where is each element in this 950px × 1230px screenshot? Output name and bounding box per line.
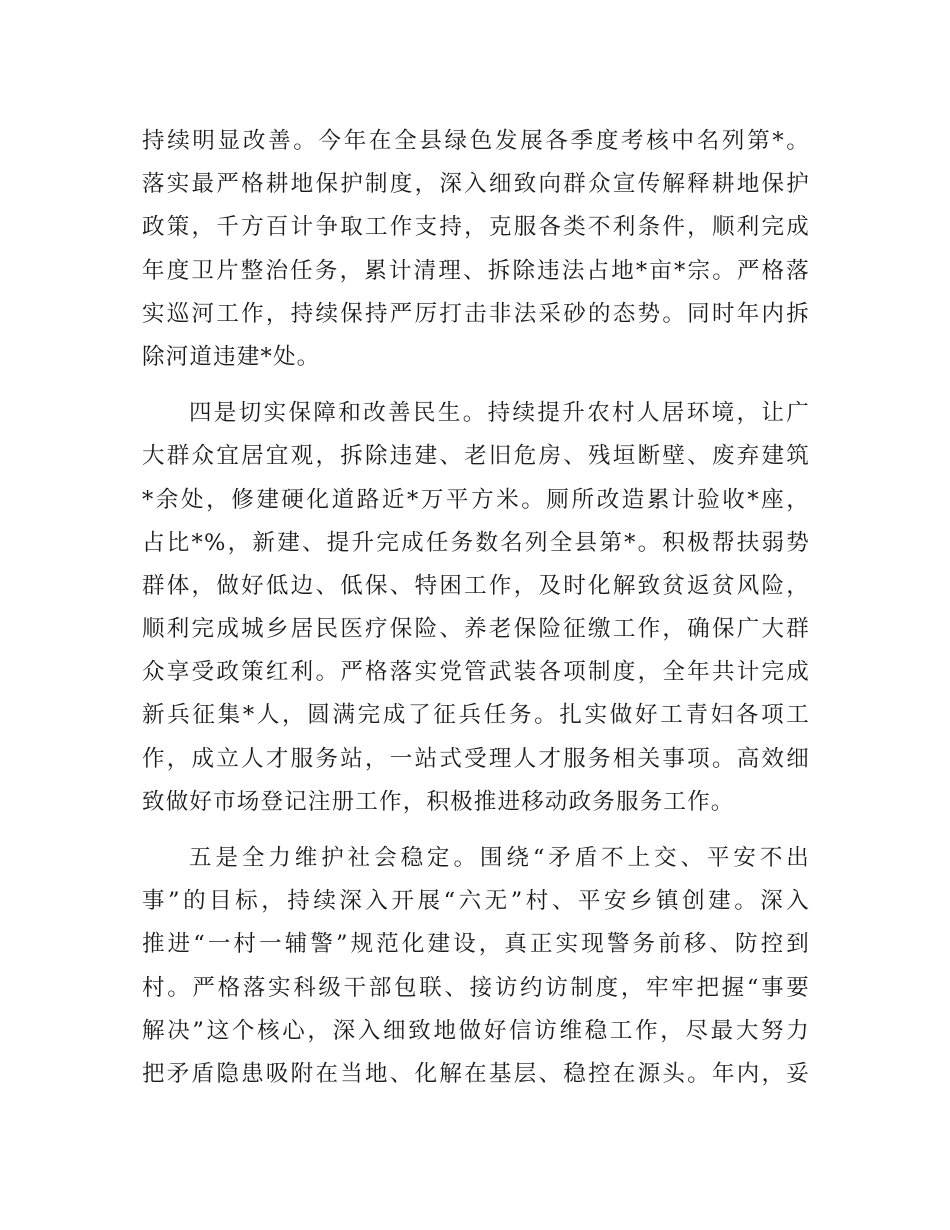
text-line: 顺利完成城乡居民医疗保险、养老保险征缴工作，确保广大群 [142,616,810,643]
text-line: 实巡河工作，持续保持严厉打击非法采砂的态势。同时年内拆 [142,300,810,327]
paragraph-1 [142,120,810,379]
text-line: 四是切实保障和改善民生。持续提升农村人居环境，让广 [189,400,810,427]
text-line: 众享受政策红利。严格落实党管武装各项制度，全年共计完成 [142,659,810,686]
text-line: 落实最严格耕地保护制度，深入细致向群众宣传解释耕地保护 [142,171,810,198]
text-line: 村。严格落实科级干部包联、接访约访制度，牢牢把握“事要 [142,974,810,1001]
text-line: 推进“一村一辅警”规范化建设，真正实现警务前移、防控到 [142,931,810,958]
text-line: 新兵征集*人，圆满完成了征兵任务。扎实做好工青妇各项工 [142,702,810,729]
text-line: 事”的目标，持续深入开展“六无”村、平安乡镇创建。深入 [142,888,810,915]
text-line: 持续明显改善。今年在全县绿色发展各季度考核中名列第*。 [142,128,810,154]
text-line: 占比*%，新建、提升完成任务数名列全县第*。积极帮扶弱势 [142,529,810,556]
text-line: 作，成立人才服务站，一站式受理人才服务相关事项。高效细 [142,745,810,772]
text-line: 致做好市场登记注册工作，积极推进移动政务服务工作。 [142,788,735,815]
text-line: 年度卫片整治任务，累计清理、拆除违法占地*亩*宗。严格落 [142,257,810,284]
text-line: 群体，做好低边、低保、特困工作，及时化解致贫返贫风险， [142,572,810,599]
text-line: *余处，修建硬化道路近*万平方米。厕所改造累计验收*座， [142,486,810,513]
text-line: 政策，千方百计争取工作支持，克服各类不利条件，顺利完成 [142,214,810,241]
text-line: 五是全力维护社会稳定。围绕“矛盾不上交、平安不出 [189,845,810,871]
paragraph-2 [142,392,810,824]
text-line: 除河道违建*处。 [142,343,321,370]
text-line: 大群众宜居宜观，拆除违建、老旧危房、残垣断壁、废弃建筑 [142,443,810,470]
document-page [142,120,810,1096]
text-line: 解决”这个核心，深入细致地做好信访维稳工作，尽最大努力 [142,1017,810,1044]
text-line: 把矛盾隐患吸附在当地、化解在基层、稳控在源头。年内，妥 [142,1060,810,1087]
paragraph-3 [142,837,810,1096]
